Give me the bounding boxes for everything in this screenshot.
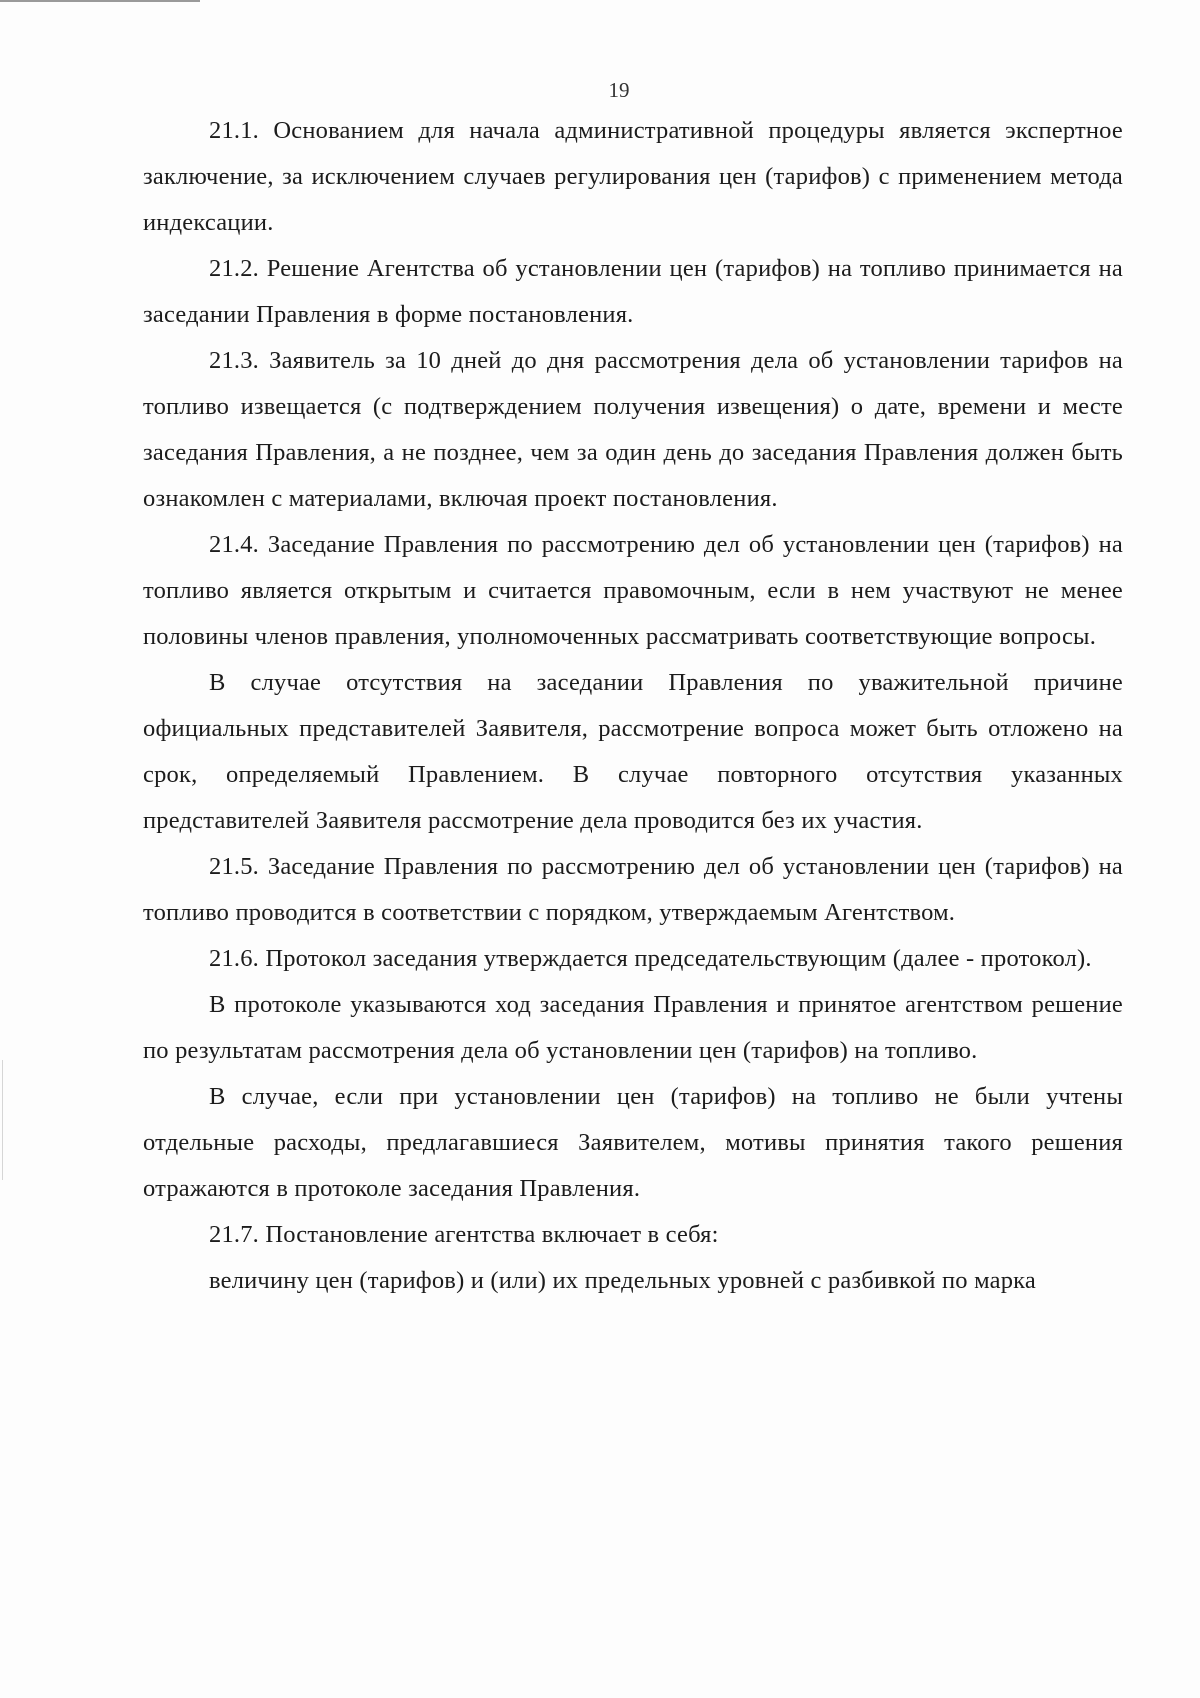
paragraph-absence: В случае отсутствия на заседании Правления по уважительной причине официальных представителей Заявителя, рассмотрение вопроса может быть отложено на срок, определяемый Правлением. В случае повторного отсутствия указанных представителей Заявителя рассмотрение дела проводится без их участия.	[143, 669, 1123, 834]
page-number: 19	[608, 78, 630, 102]
scan-edge-mark	[2, 1060, 3, 1180]
paragraph-21-3: 21.3. Заявитель за 10 дней до дня рассмотрения дела об установлении тарифов на топливо извещается (с подтверждением получения извещения) о дате, времени и месте заседания Правления, а не позднее, чем за один день до заседания Правления должен быть ознакомлен с материалами, включая проект постановления.	[143, 347, 1123, 512]
paragraph-tariff-values: величину цен (тарифов) и (или) их предельных уровней с разбивкой по марка	[209, 1267, 1036, 1294]
paragraph-expenses: В случае, если при установлении цен (тарифов) на топливо не были учтены отдельные расходы, предлагавшиеся Заявителем, мотивы принятия такого решения отражаются в протоколе заседания Правления.	[143, 1083, 1123, 1202]
paragraph-21-4: 21.4. Заседание Правления по рассмотрению дел об установлении цен (тарифов) на топливо является открытым и считается правомочным, если в нем участвуют не менее половины членов правления, уполномоченных рассматривать соответствующие вопросы.	[143, 531, 1123, 650]
scan-edge-mark	[0, 0, 200, 2]
paragraph-21-1: 21.1. Основанием для начала административной процедуры является экспертное заключение, за исключением случаев регулирования цен (тарифов) с применением метода индексации.	[143, 117, 1123, 236]
paragraph-21-2: 21.2. Решение Агентства об установлении цен (тарифов) на топливо принимается на заседании Правления в форме постановления.	[143, 255, 1123, 328]
paragraph-protocol-contents: В протоколе указываются ход заседания Правления и принятое агентством решение по результатам рассмотрения дела об установлении цен (тарифов) на топливо.	[143, 991, 1123, 1064]
paragraph-21-6: 21.6. Протокол заседания утверждается председательствующим (далее - протокол).	[209, 945, 1092, 972]
paragraph-21-5: 21.5. Заседание Правления по рассмотрению дел об установлении цен (тарифов) на топливо проводится в соответствии с порядком, утверждаемым Агентством.	[143, 853, 1123, 926]
paragraph-21-7: 21.7. Постановление агентства включает в себя:	[209, 1221, 719, 1248]
document-body	[143, 108, 1123, 1304]
